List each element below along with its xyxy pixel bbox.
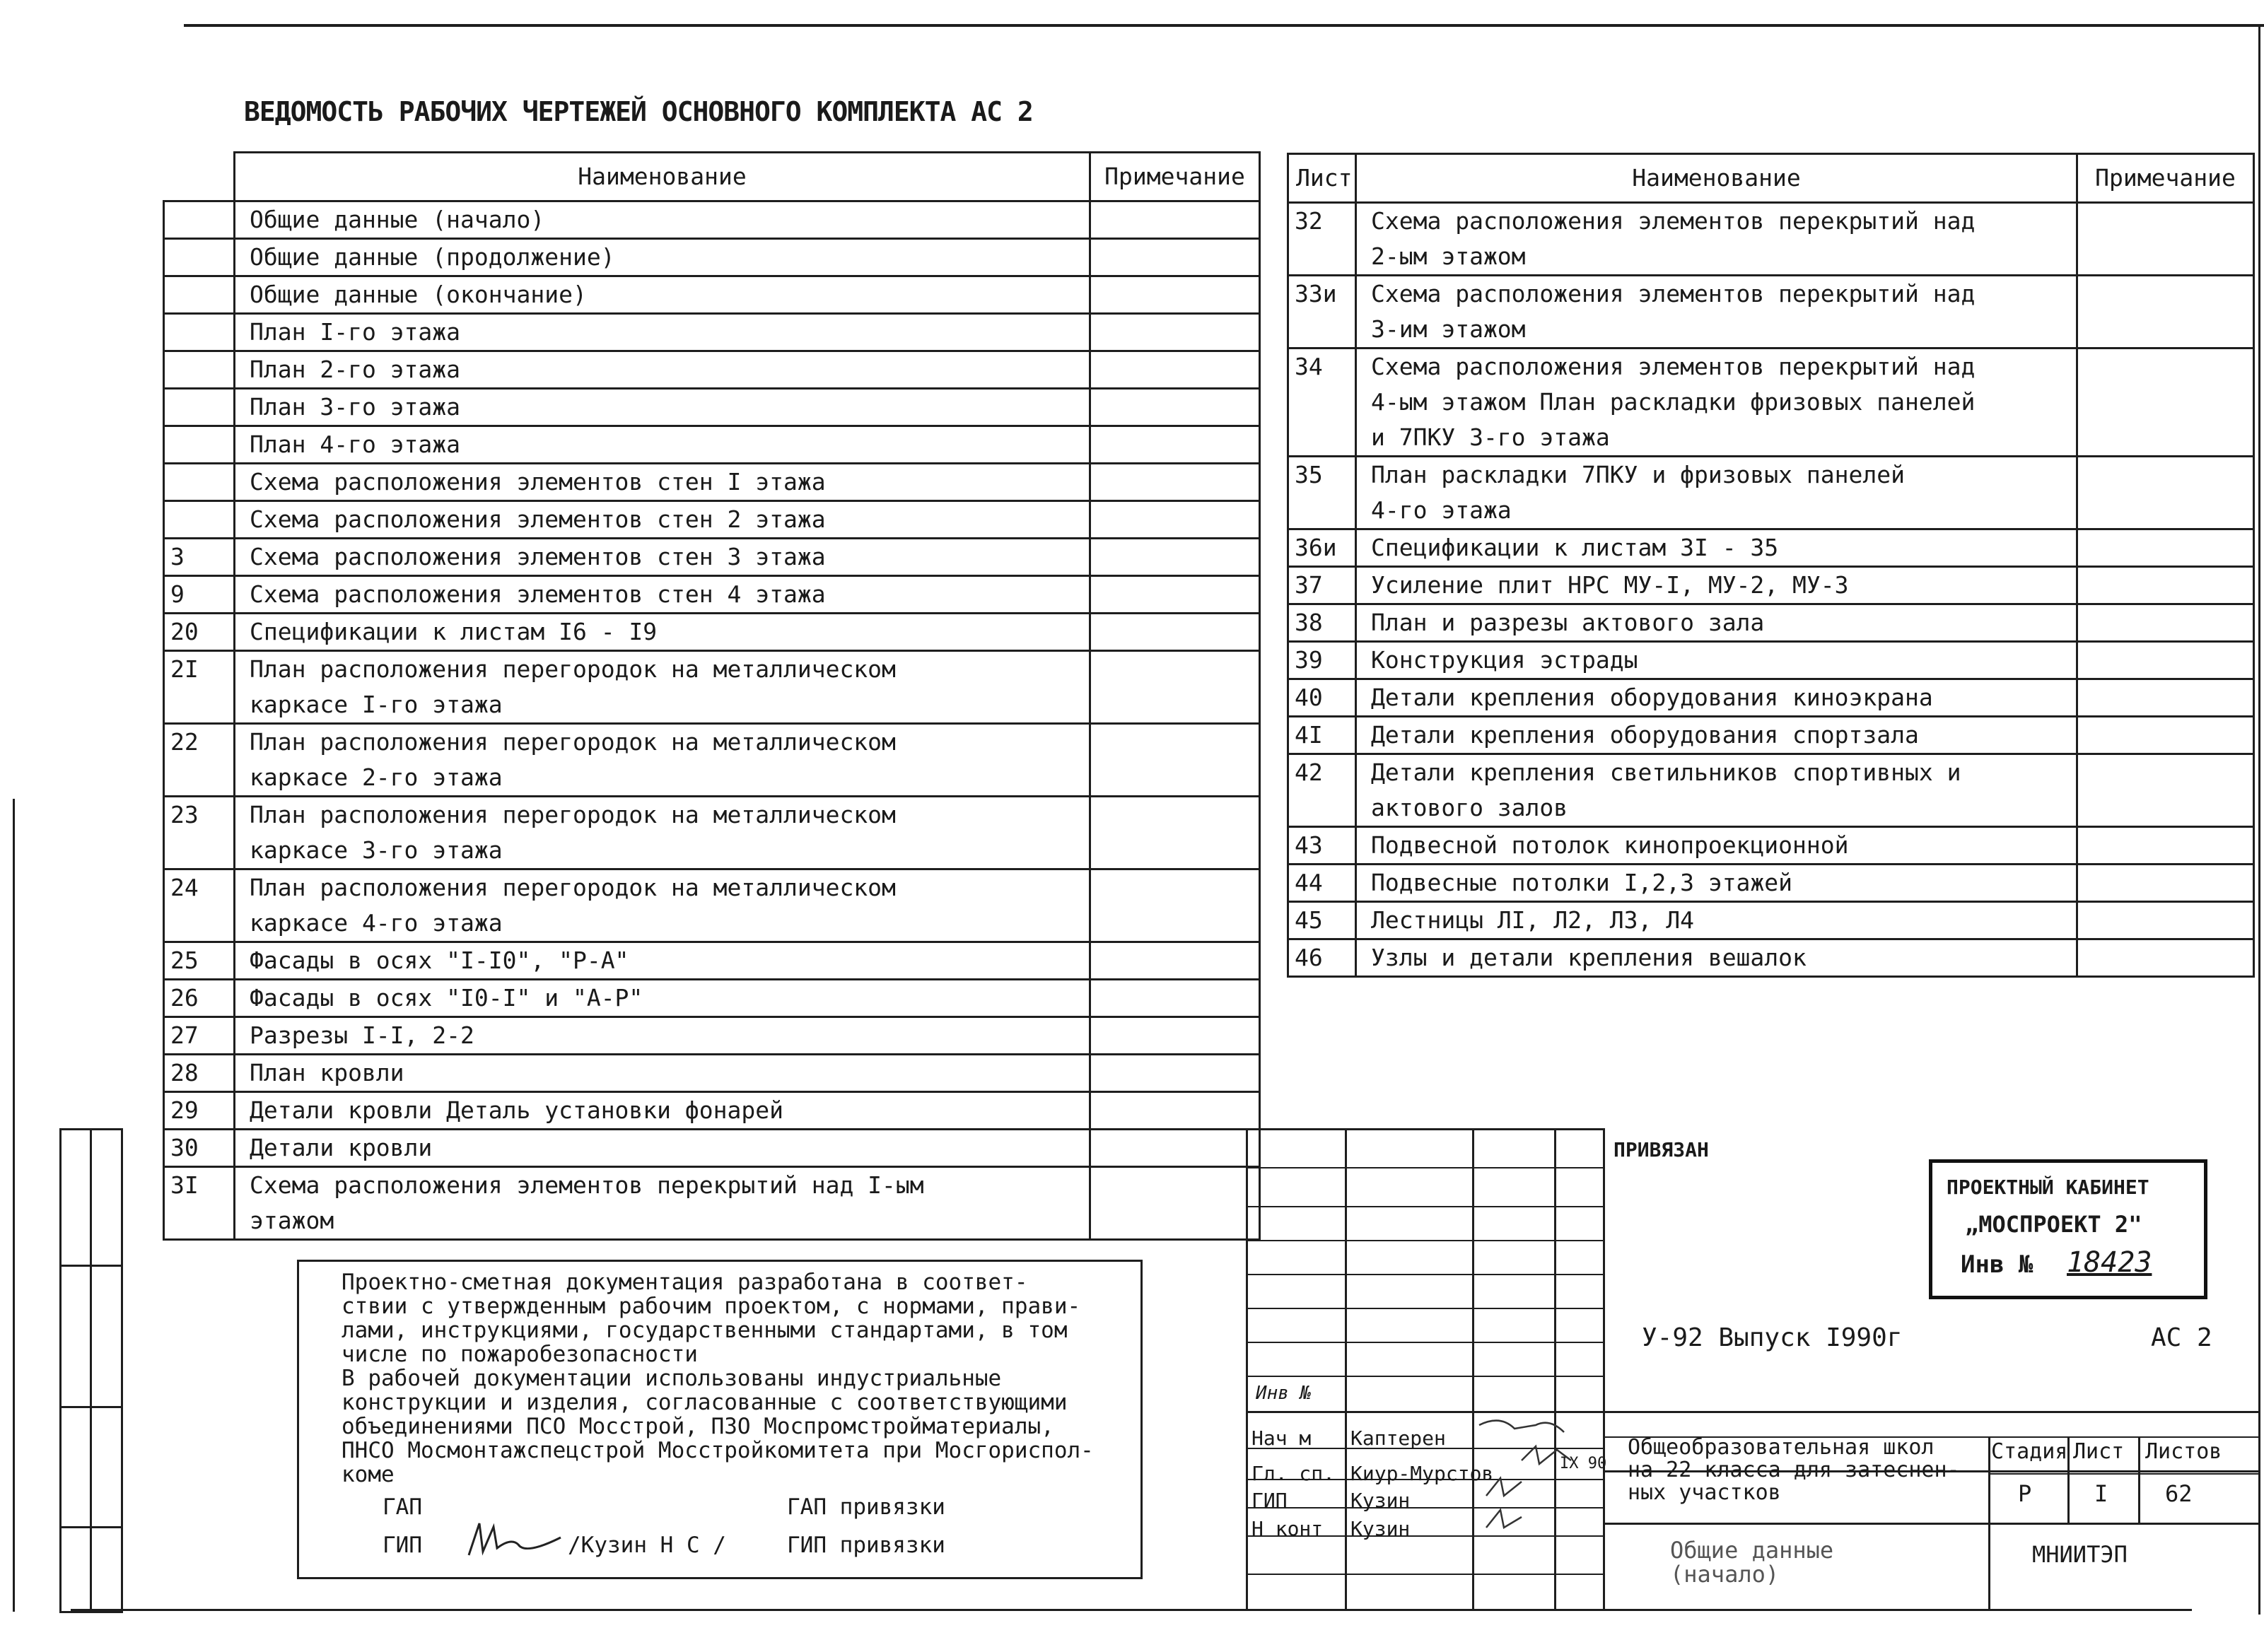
note-cell [1090, 314, 1260, 351]
note-cell [2077, 276, 2254, 348]
role-label: ГИП [1251, 1489, 1288, 1512]
sheet-number-cell: 29 [164, 1092, 235, 1130]
drawing-name-line: этажом [250, 1207, 334, 1234]
role-label: Гл. сп. [1251, 1462, 1336, 1485]
table-row [164, 501, 1260, 539]
table-row [1288, 939, 2254, 977]
note-cell [2077, 754, 2254, 827]
sheet-label: Лист [2073, 1439, 2125, 1464]
sheet-number-cell: 26 [164, 980, 235, 1017]
note-cell [1090, 1167, 1260, 1240]
note-cell [2077, 567, 2254, 604]
role-person-name: Киур-Мурстов [1350, 1462, 1494, 1485]
name-column-header: Наименование [235, 153, 1090, 201]
note-cell [1090, 276, 1260, 314]
note-cell [1090, 539, 1260, 576]
signature-scribbles [1472, 1411, 1599, 1538]
drawing-name-line: 3-им этажом [1371, 315, 1526, 343]
drawing-name-cell [235, 276, 1090, 314]
sheet-number-cell [164, 501, 235, 539]
sheet-number-cell: 30 [164, 1130, 235, 1167]
drawing-name-line: План 4-го этажа [250, 430, 461, 458]
drawing-name-line: Спецификации к листам I6 - I9 [250, 618, 658, 645]
drawing-name-cell [235, 1092, 1090, 1130]
drawing-name-cell [1356, 939, 2077, 977]
drawing-name-line: Детали крепления светильников спортивных и [1371, 758, 1961, 786]
drawing-name-line: Спецификации к листам 3I - 35 [1371, 534, 1779, 561]
drawing-name-cell [235, 1055, 1090, 1092]
date-label: IX 90 [1560, 1455, 1607, 1472]
drawing-name-cell [1356, 203, 2077, 276]
note-cell [1090, 389, 1260, 426]
table-row [164, 942, 1260, 980]
table-row [164, 980, 1260, 1017]
table-row [1288, 604, 2254, 642]
gip-privyazki-label: ГИП привязки [787, 1533, 945, 1558]
table-row [1288, 642, 2254, 679]
drawing-name-line: Схема расположения элементов перекрытий над [1371, 353, 1976, 380]
sheet-number-cell: 24 [164, 869, 235, 942]
right-border-line [2258, 24, 2260, 1615]
drawing-name-line: Схема расположения элементов перекрытий над [1371, 207, 1976, 235]
table-row [164, 239, 1260, 276]
margin-stamp-box [59, 1128, 123, 1613]
note-cell [1090, 614, 1260, 651]
drawing-name-line: 2-ым этажом [1371, 242, 1526, 270]
table-row [164, 389, 1260, 426]
drawing-name-line: Разрезы I-I, 2-2 [250, 1021, 474, 1049]
drawing-name-cell [235, 1167, 1090, 1240]
sheet-number-cell [164, 201, 235, 239]
drawing-name-line: Детали крепления оборудования спортзала [1371, 721, 1919, 749]
sheet-number-cell [164, 464, 235, 501]
drawing-name-line: 4-ым этажом План раскладки фризовых панелей [1371, 388, 1976, 416]
table-row [164, 869, 1260, 942]
drawing-name-line: каркасе I-го этажа [250, 691, 503, 718]
gip-label: ГИП [383, 1533, 422, 1558]
sheet-number-cell: 44 [1288, 865, 1356, 902]
drawing-name-line: Подвесные потолки I,2,3 этажей [1371, 869, 1793, 896]
table-row [1288, 754, 2254, 827]
drawing-name-cell [1356, 754, 2077, 827]
note-cell [2077, 203, 2254, 276]
drawing-name-cell [1356, 902, 2077, 939]
gap-label: ГАП [383, 1494, 422, 1520]
drawing-name-cell [235, 389, 1090, 426]
sheet-number-cell: 28 [164, 1055, 235, 1092]
left-table-body [164, 201, 1260, 1240]
drawing-name-line: Детали крепления оборудования киноэкрана [1371, 684, 1933, 711]
archive-stamp [1929, 1159, 2207, 1299]
table-row [1288, 203, 2254, 276]
sheet-number-cell: 4I [1288, 717, 1356, 754]
sheet-number-cell [164, 276, 235, 314]
note-cell [2077, 717, 2254, 754]
table-row [164, 426, 1260, 464]
drawing-name-cell [1356, 567, 2077, 604]
drawing-name-cell [1356, 827, 2077, 865]
drawing-name-cell [1356, 679, 2077, 717]
stamp-line-2: „МОСПРОЕКТ 2" [1965, 1211, 2142, 1238]
drawing-name-line: Лестницы ЛI, Л2, Л3, Л4 [1371, 906, 1694, 934]
table-row [164, 314, 1260, 351]
drawing-name-cell [1356, 604, 2077, 642]
note-column-header: Примечание [1090, 153, 1260, 201]
sheet-number-cell: 34 [1288, 348, 1356, 457]
drawing-name-cell [235, 942, 1090, 980]
table-row [164, 276, 1260, 314]
table-row [1288, 457, 2254, 529]
note-cell [2077, 865, 2254, 902]
sheet-number-cell: 23 [164, 797, 235, 869]
drawing-name-line: и 7ПКУ 3-го этажа [1371, 423, 1610, 451]
sheet-number-cell: 38 [1288, 604, 1356, 642]
note-cell [2077, 529, 2254, 567]
drawing-name-line: План расположения перегородок на металлическом [250, 801, 896, 828]
sheet-number-cell: 46 [1288, 939, 1356, 977]
role-label: Н конт [1251, 1517, 1324, 1540]
table-row [164, 1017, 1260, 1055]
note-cell [1090, 576, 1260, 614]
note-cell [2077, 939, 2254, 977]
note-cell [1090, 351, 1260, 389]
sheet-value: I [2094, 1480, 2108, 1507]
note-cell [1090, 464, 1260, 501]
table-row [1288, 865, 2254, 902]
drawing-name-line: План кровли [250, 1059, 404, 1086]
table-row [1288, 529, 2254, 567]
note-column-header: Примечание [2077, 154, 2254, 203]
sheet-number-cell: 36и [1288, 529, 1356, 567]
note-cell [2077, 348, 2254, 457]
note-cell [1090, 1055, 1260, 1092]
drawing-name-line: Фасады в осях "I0-I" и "А-Р" [250, 984, 643, 1012]
table-row [164, 201, 1260, 239]
gip-signature [462, 1516, 568, 1566]
sheet-number-cell: 3I [164, 1167, 235, 1240]
drawing-name-line: Схема расположения элементов стен 2 этажа [250, 505, 826, 533]
drawing-name-line: Фасады в осях "I-I0", "Р-А" [250, 947, 629, 974]
table-row [1288, 348, 2254, 457]
table-row [164, 464, 1260, 501]
role-person-name: Кузин [1350, 1489, 1411, 1512]
drawing-name-line: План 2-го этажа [250, 356, 461, 383]
drawing-name-cell [235, 576, 1090, 614]
sheet-column-header: Лист [1288, 154, 1356, 203]
role-person-name: Каптерен [1350, 1427, 1446, 1450]
drawing-name-cell [235, 724, 1090, 797]
drawing-name-line: Схема расположения элементов стен I этажа [250, 468, 826, 496]
drawing-name-line: Схема расположения элементов перекрытий над I-ым [250, 1171, 924, 1199]
sheet-number-cell [164, 239, 235, 276]
sheet-number-cell: 39 [1288, 642, 1356, 679]
drawing-name-cell [1356, 457, 2077, 529]
drawing-name-cell [235, 314, 1090, 351]
note-cell [1090, 1130, 1260, 1167]
sheet-number-cell: 27 [164, 1017, 235, 1055]
drawing-name-cell [235, 797, 1090, 869]
right-table-body [1288, 203, 2254, 977]
table-row [1288, 679, 2254, 717]
drawing-name-line: План I-го этажа [250, 318, 461, 346]
sheet-number-cell: 25 [164, 942, 235, 980]
right-drawing-list-table [1287, 153, 2255, 978]
note-cell [1090, 724, 1260, 797]
drawing-name-line: Детали кровли Деталь установки фонарей [250, 1096, 783, 1124]
sheet-number-cell: 33и [1288, 276, 1356, 348]
note-cell [1090, 797, 1260, 869]
stamp-inv-number: 18423 [2067, 1246, 2152, 1279]
note-cell [1090, 501, 1260, 539]
name-column-header: Наименование [1356, 154, 2077, 203]
drawing-name-line: План расположения перегородок на металлическом [250, 655, 896, 683]
stamp-inv-label: Инв № [1961, 1250, 2033, 1279]
sheet-number-cell [164, 426, 235, 464]
inv-number-label: Инв № [1256, 1383, 1312, 1404]
note-paragraph-1: Проектно-сметная документация разработана в соответ- ствии с утвержденным рабочим проектом, с нормами, прави- лами, инструкциями, государственными стандартами, в том числе по пожаробезопасности [342, 1270, 1081, 1367]
note-cell [2077, 679, 2254, 717]
drawing-name-cell [235, 539, 1090, 576]
sheet-number-cell [164, 389, 235, 426]
organization-name: МНИИТЭП [2032, 1541, 2128, 1568]
table-row [1288, 827, 2254, 865]
drawing-name-cell [1356, 276, 2077, 348]
note-cell [2077, 642, 2254, 679]
table-row [164, 576, 1260, 614]
drawing-name-line: Усиление плит НРС МУ-I, МУ-2, МУ-3 [1371, 571, 1849, 599]
table-row [164, 1092, 1260, 1130]
table-header-row [1288, 154, 2254, 203]
note-cell [1090, 1017, 1260, 1055]
sheets-count-value: 62 [2165, 1480, 2193, 1507]
sheet-number-cell: 9 [164, 576, 235, 614]
table-row [164, 351, 1260, 389]
note-cell [1090, 651, 1260, 724]
drawing-name-line: Подвесной потолок кинопроекционной [1371, 831, 1849, 859]
drawing-name-line: каркасе 3-го этажа [250, 836, 503, 864]
series-label: У-92 Выпуск I990г [1642, 1323, 1903, 1352]
stamp-line-1: ПРОЕКТНЫЙ КАБИНЕТ [1947, 1176, 2149, 1199]
drawing-name-cell [235, 239, 1090, 276]
drawing-name-line: Общие данные (продолжение) [250, 243, 615, 271]
gip-name: /Кузин Н С / [568, 1533, 726, 1558]
drawing-name-cell [1356, 865, 2077, 902]
note-paragraph-2: В рабочей документации использованы индустриальные конструкции и изделия, согласованные с соответствующими объединениями ПСО Мосстрой, ПЗО Моспромстройматериалы, ПНСО Мосмонтажспецстрой Мосстройкомитета при Мосгориспол- коме [342, 1366, 1094, 1487]
left-drawing-list-table [163, 151, 1261, 1241]
drawing-name-cell [1356, 529, 2077, 567]
drawing-name-cell [235, 464, 1090, 501]
drawing-name-line: План раскладки 7ПКУ и фризовых панелей [1371, 461, 1905, 488]
sheet-number-cell: 40 [1288, 679, 1356, 717]
project-name: Общеобразовательная школ на 22 класса для затеснен- ных участков [1628, 1435, 1960, 1505]
drawing-name-line: План расположения перегородок на металлическом [250, 874, 896, 901]
drawing-name-line: План и разрезы актового зала [1371, 609, 1765, 636]
sheet-number-cell: 2I [164, 651, 235, 724]
top-border-line [184, 24, 2264, 27]
sheet-number-cell [164, 351, 235, 389]
compliance-note-box [297, 1260, 1143, 1579]
sheet-number-cell: 3 [164, 539, 235, 576]
drawing-name-cell [235, 201, 1090, 239]
note-cell [1090, 426, 1260, 464]
note-cell [1090, 980, 1260, 1017]
drawing-name-cell [1356, 642, 2077, 679]
drawing-name-cell [1356, 717, 2077, 754]
privyazan-label: ПРИВЯЗАН [1614, 1138, 1709, 1161]
note-cell [1090, 942, 1260, 980]
table-row [164, 1167, 1260, 1240]
drawing-name-cell [235, 1017, 1090, 1055]
table-row [164, 614, 1260, 651]
blank-header [164, 153, 235, 201]
drawing-name-line: 4-го этажа [1371, 496, 1512, 524]
stage-label: Стадия [1991, 1439, 2068, 1464]
drawing-name-line: Конструкция эстрады [1371, 646, 1638, 674]
table-row [1288, 567, 2254, 604]
drawing-name-line: План расположения перегородок на металлическом [250, 728, 896, 756]
document-code: АС 2 [2151, 1323, 2212, 1352]
table-row [164, 724, 1260, 797]
drawing-name-cell [235, 651, 1090, 724]
stage-value: Р [2018, 1480, 2032, 1507]
drawing-name-cell [235, 426, 1090, 464]
drawing-name-line: План 3-го этажа [250, 393, 461, 421]
table-row [164, 539, 1260, 576]
sheet-number-cell: 37 [1288, 567, 1356, 604]
note-cell [2077, 604, 2254, 642]
drawing-name-line: Детали кровли [250, 1134, 433, 1161]
drawing-name-cell [235, 1130, 1090, 1167]
sheet-number-cell: 22 [164, 724, 235, 797]
drawing-name-line: Схема расположения элементов перекрытий над [1371, 280, 1976, 307]
table-row [164, 1055, 1260, 1092]
drawing-name-line: Схема расположения элементов стен 4 этажа [250, 580, 826, 608]
drawing-name-cell [235, 614, 1090, 651]
sheet-number-cell: 42 [1288, 754, 1356, 827]
drawing-name-cell [235, 351, 1090, 389]
sheet-number-cell: 32 [1288, 203, 1356, 276]
note-cell [2077, 457, 2254, 529]
drawing-name-line: актового залов [1371, 794, 1568, 821]
drawing-name-cell [1356, 348, 2077, 457]
drawing-name-line: Схема расположения элементов стен 3 этажа [250, 543, 826, 570]
sheets-count-label: Листов [2145, 1439, 2222, 1464]
note-cell [2077, 827, 2254, 865]
drawing-name-line: Общие данные (начало) [250, 206, 545, 233]
sheet-number-cell: 45 [1288, 902, 1356, 939]
note-cell [1090, 869, 1260, 942]
role-label: Нач м [1251, 1427, 1312, 1450]
sheet-number-cell: 43 [1288, 827, 1356, 865]
table-row [1288, 902, 2254, 939]
sheet-number-cell: 20 [164, 614, 235, 651]
drawing-name-line: каркасе 4-го этажа [250, 909, 503, 937]
bottom-border-line [71, 1609, 2192, 1611]
table-row [164, 651, 1260, 724]
table-header-row [164, 153, 1260, 201]
sheet-number-cell [164, 314, 235, 351]
sheet-title: Общие данные (начало) [1670, 1537, 1834, 1588]
note-cell [1090, 239, 1260, 276]
drawing-name-cell [235, 869, 1090, 942]
page-title: ВЕДОМОСТЬ РАБОЧИХ ЧЕРТЕЖЕЙ ОСНОВНОГО КОМПЛЕКТА АС 2 [244, 96, 1033, 127]
role-person-name: Кузин [1350, 1517, 1411, 1540]
table-row [164, 1130, 1260, 1167]
drawing-name-line: каркасе 2-го этажа [250, 763, 503, 791]
drawing-name-cell [235, 501, 1090, 539]
note-cell [2077, 902, 2254, 939]
note-cell [1090, 1092, 1260, 1130]
binding-margin-line [13, 799, 15, 1612]
table-row [164, 797, 1260, 869]
drawing-name-line: Общие данные (окончание) [250, 281, 587, 308]
table-row [1288, 276, 2254, 348]
drawing-name-line: Узлы и детали крепления вешалок [1371, 944, 1807, 971]
sheet-number-cell: 35 [1288, 457, 1356, 529]
drawing-name-cell [235, 980, 1090, 1017]
gap-privyazki-label: ГАП привязки [787, 1494, 945, 1520]
table-row [1288, 717, 2254, 754]
note-cell [1090, 201, 1260, 239]
